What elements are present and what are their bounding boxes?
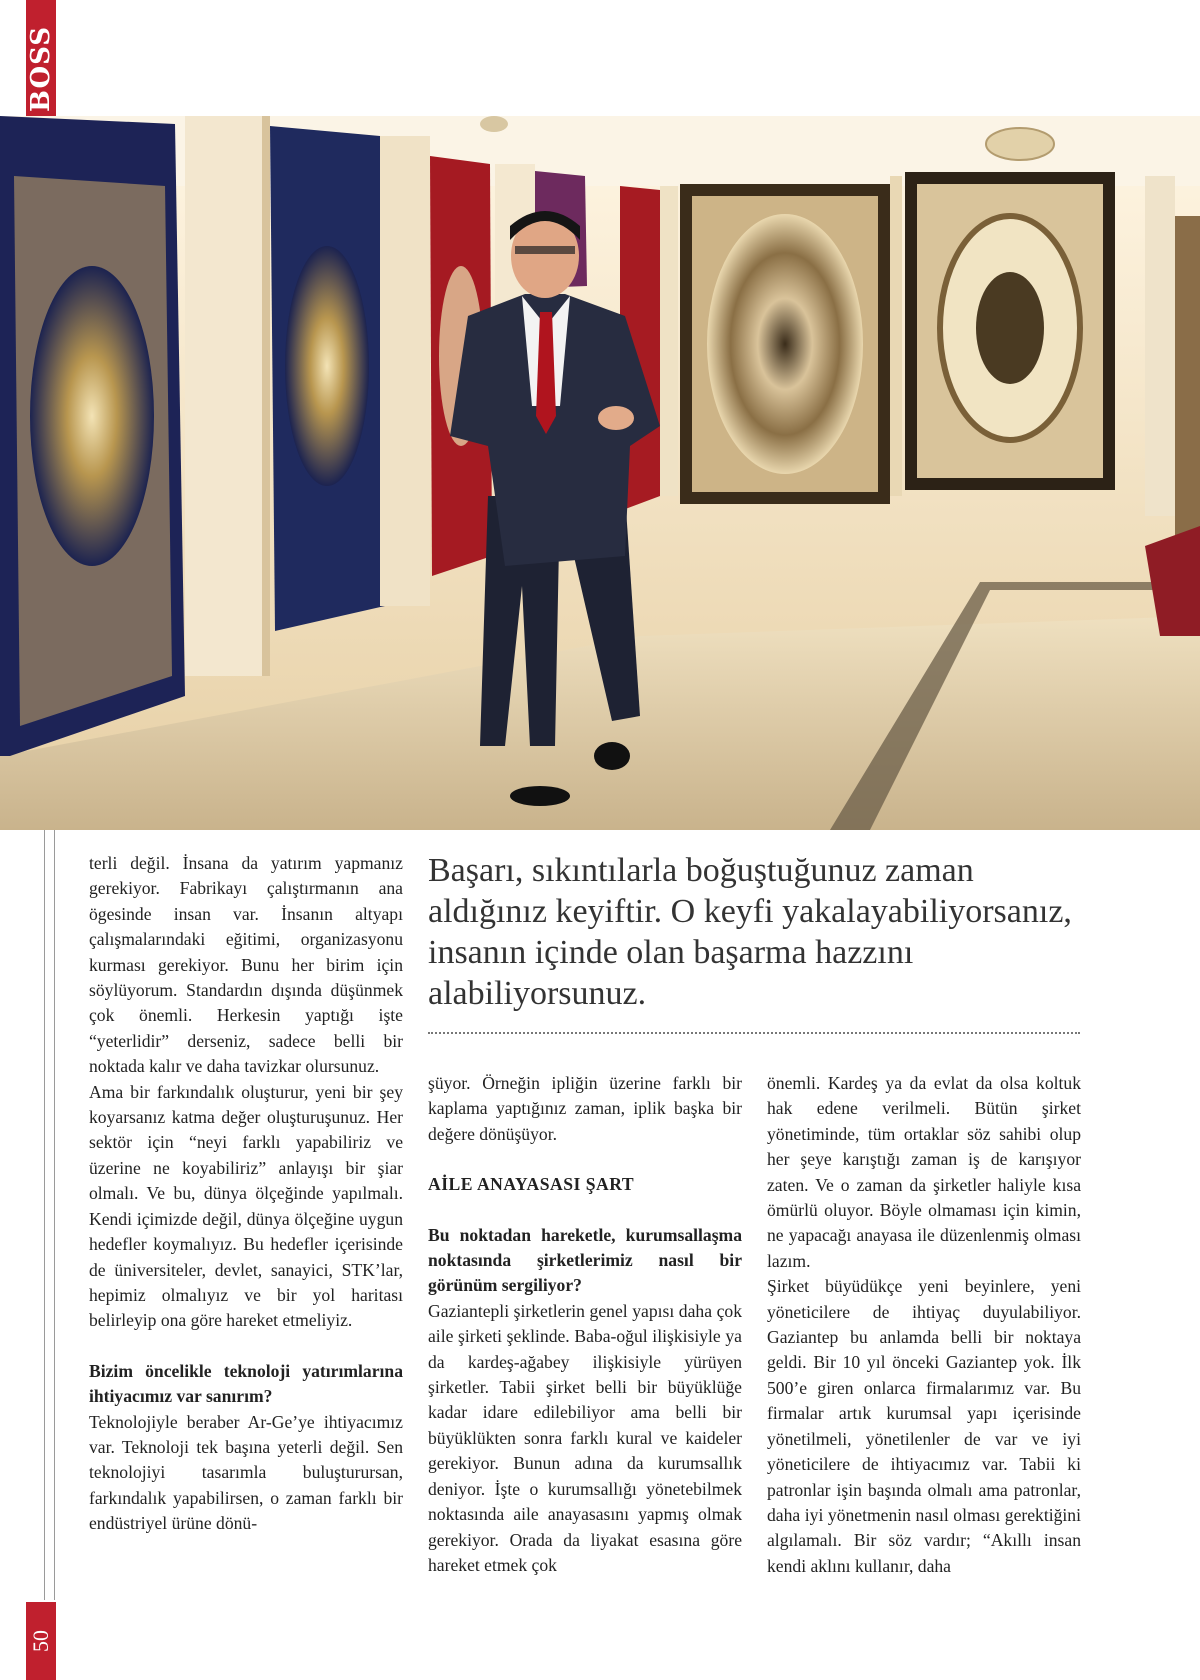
feature-photo xyxy=(0,116,1200,830)
interview-question: Bu noktadan hareketle, kurumsallaşma noktasında şirketlerimiz nasıl bir görünüm sergiliyor? xyxy=(428,1224,742,1296)
page-number: 50 xyxy=(28,1630,53,1652)
paragraph: terli değil. İnsana da yatırım yapmanız gerekiyor. Fabrikayı çalıştırmanın ana ögesinde insan var. İnsanın altyapı çalışmalarındaki eğitimi, organizasyonu kurması gerekiyor. Bunu her birim için söylüyorum. Standardın dışında düşünmek çok önemli. Herkesin yaptığı işte “yeterlidir” derseniz, sadece belli bir noktada kalır ve daha tavizkar olursunuz. xyxy=(89,853,403,1077)
text-column-2 xyxy=(428,1071,742,1578)
paragraph: Teknolojiyle beraber Ar-Ge’ye ihtiyacımız var. Teknoloji tek başına yeterli değil. Sen teknolojiyi tasarımla buluşturursan, farkındalık yapabilirsen, o zaman farklı bir endüstriyel ürüne dönü- xyxy=(89,1411,403,1534)
paragraph: önemli. Kardeş ya da evlat da olsa koltuk hak edene verilmeli. Bütün şirket yönetiminde, tüm ortaklar söz sahibi olup her şeye karıştığı zaman iş de karışıyor zaten. Ve o zaman da şirketler haliyle kısa ömürlü oluyor. Böyle olmaması için kimin, ne yapacağı anayasa ile düzenlenmiş olması lazım. xyxy=(767,1073,1081,1271)
pull-quote: Başarı, sıkıntılarla boğuştuğunuz zaman aldığınız keyiftir. O keyfi yakalayabiliyorsanız, insanın içinde olan başarma hazzını alabiliyorsunuz. xyxy=(428,852,1072,1012)
paragraph: şüyor. Örneğin ipliğin üzerine farklı bir kaplama yaptığınız zaman, iplik başka bir değere dönüşüyor. xyxy=(428,1073,742,1144)
paragraph: Şirket büyüdükçe yeni beyinlere, yeni yöneticilere de ihtiyaç duyulabiliyor. Gaziantep bu anlamda belli bir noktaya geldi. Bir 10 yıl önceki Gaziantep yok. İlk 500’e giren onlarca firmalarımız var. Bu firmalar artık kurumsal yapı içerisinde yönetilmeli, yönetilenler de var ve iyi yöneticilere de ihtiyacımız var. Tabii ki patronlar işin başında olmalı ama patronlar, daha iyi yönetmenin nasıl olması gerektiğini algılamalı. Bir söz vardır; “Akıllı insan kendi aklını kullanır, daha xyxy=(767,1276,1081,1576)
section-heading: AİLE ANAYASASI ŞART xyxy=(428,1174,635,1195)
showroom-illustration xyxy=(0,116,1200,830)
text-column-1 xyxy=(89,851,403,1537)
magazine-logo: BOSS xyxy=(26,25,56,113)
paragraph: Ama bir farkındalık oluşturur, yeni bir şey koyarsanız katma değer oluşturuşunuz. Her sektör için “neyi farklı yapabiliriz ve üzerine ne koyabiliriz” anlayışı bir şiar olmalı. Ve bu, dünya ölçeğinde yapılmalı. Kendi içimizde değil, dünya ölçeğine uygun hedefler koymalıyız. Bu hedefler içerisinde de üniversiteler, devlet, sanayici, STK’lar, hepimiz olmalıyız ve bir yol haritası belirleyip ona göre hareket etmeliyiz. xyxy=(89,1081,403,1331)
interview-question: Bizim öncelikle teknoloji yatırımlarına ihtiyacımız var sanırım? xyxy=(89,1360,403,1407)
text-column-3 xyxy=(767,1071,1081,1579)
dotted-divider xyxy=(428,1032,1080,1034)
paragraph: Gaziantepli şirketlerin genel yapısı daha çok aile şirketi şeklinde. Baba-oğul ilişkisiyle ya da kardeş-ağabey ilişkisiyle yürüyen şirketler. Tabii şirket belli bir büyüklüğe kadar idare edilebiliyor ama belli bir büyüklükten sonra farklı kural ve kaideler gerekiyor. Bunun adına da kurumsallık deniyor. İşte o kurumsallığı yönetebilmek noktasında aile anayasasını yapmış olmak gerekiyor. Orada da liyakat esasına göre hareket etmek çok xyxy=(428,1300,742,1575)
